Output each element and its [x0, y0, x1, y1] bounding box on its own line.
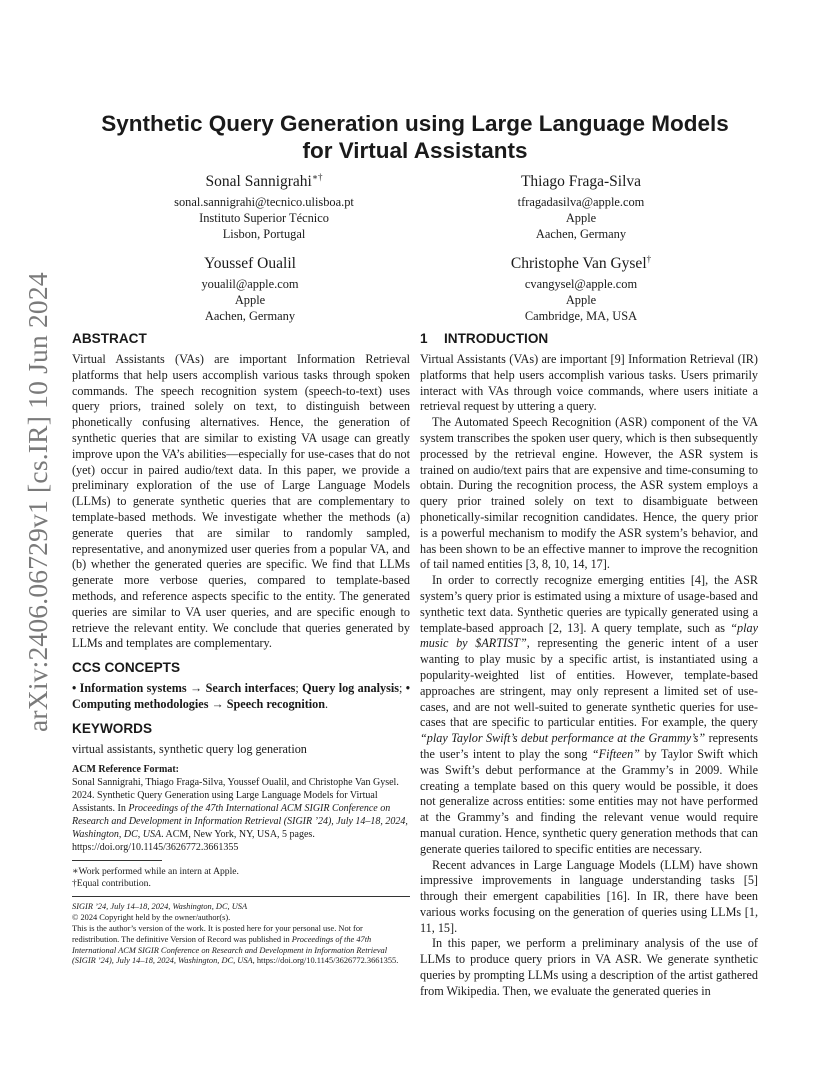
- author-affiliation: Apple: [565, 211, 597, 225]
- author-mark: †: [646, 253, 652, 264]
- intro-paragraph: In this paper, we perform a preliminary analysis of the use of LLMs to produce query priors in VA ASR. We generate synthetic queries by prompting LLMs using a description of the artist gathered from Wikipedia. Then, we evaluate the generated queries in: [420, 936, 758, 998]
- author-email: cvangysel@apple.com: [524, 277, 638, 291]
- author-affiliation: Apple: [234, 293, 266, 307]
- ccs-concepts: • Information systems → Search interfaces; Query log analysis; • Computing methodologies → Speech recognition.: [72, 681, 411, 711]
- conference-line: SIGIR ’24, July 14–18, 2024, Washington, DC, USA: [72, 902, 248, 912]
- author-block: [120, 254, 380, 324]
- footnote-intern: ∗Work performed while an intern at Apple.: [72, 865, 239, 877]
- acm-reference-text: Sonal Sannigrahi, Thiago Fraga-Silva, Youssef Oualil, and Christophe Van Gysel. 2024. Synthetic Query Generation using Large Language Models for Virtual Assistants. In Proceedings of the 47th International ACM SIGIR Conference on Research and Development in Information Retrieval (SIGIR ’24), July 14–18, 2024, Washington, DC, USA. ACM, New York, NY, USA, 5 pages. https://doi.org/10.1145/3626772.3661355: [72, 776, 408, 853]
- copyright-rule: [72, 896, 410, 897]
- author-name: Sonal Sannigrahi: [205, 173, 312, 190]
- author-email: sonal.sannigrahi@tecnico.ulisboa.pt: [174, 195, 354, 209]
- ccs-heading: CCS CONCEPTS: [72, 660, 181, 676]
- author-mark: ∗†: [311, 171, 323, 182]
- author-location: Aachen, Germany: [535, 227, 627, 241]
- arxiv-stamp: arXiv:2406.06729v1 [cs.IR] 10 Jun 2024: [22, 272, 53, 732]
- author-block: [451, 172, 711, 242]
- copyright-line: © 2024 Copyright held by the owner/author(s).: [72, 913, 231, 923]
- author-email: youalil@apple.com: [201, 277, 299, 291]
- footnote-rule: [72, 860, 162, 861]
- left-column: [72, 330, 410, 967]
- author-affiliation: Instituto Superior Técnico: [199, 211, 329, 225]
- author-block: [134, 172, 394, 242]
- acm-reference-heading: ACM Reference Format:: [72, 763, 179, 775]
- author-name: Youssef Oualil: [204, 255, 296, 272]
- intro-paragraph: The Automated Speech Recognition (ASR) component of the VA system transcribes the spoken user query, which is then subsequently processed by the retrieval engine. However, the ASR system is trained on audio/text pairs that are expensive and time-consuming to obtain. During the recognition process, the ASR system employs a query prior trained solely on text to disambiguate between phonetically-similar recognition candidates. Hence, the query prior is a powerful mechanism to modify the ASR system’s behavior, and has been shown to be an effective manner to improve the recognition of tail named entities [3, 8, 10, 14, 17].: [420, 415, 758, 572]
- author-location: Aachen, Germany: [204, 309, 296, 323]
- title-line-2: for Virtual Assistants: [302, 138, 528, 163]
- abstract-text: Virtual Assistants (VAs) are important Information Retrieval platforms that help users accomplish various tasks through spoken commands. The speech recognition system (speech-to-text) uses query priors, trained solely on text, to distinguish between phonetically confusing alternatives. Hence, the generation of synthetic queries that are similar to existing VA usage can greatly improve upon the VA’s abilities—especially for use-cases that do not (yet) occur in paired audio/text data. In this paper, we provide a preliminary exploration of the use of Large Language Models (LLMs) to generate synthetic queries that are complementary to template-based methods. We investigate whether the methods (a) generate queries that are similar to randomly sampled, representative, and anonymized user queries from a popular VA, and (b) whether the generated queries are specific. We find that LLMs generate more verbose queries, compared to template-based methods, and reference aspects specific to the entity. The generated queries are similar to VA user queries, and are specific enough to retrieve the relevant entity. We conclude that queries generated by LLMs and templates are complementary.: [72, 352, 410, 651]
- keywords-text: virtual assistants, synthetic query log generation: [72, 741, 307, 756]
- author-name: Christophe Van Gysel: [510, 255, 647, 272]
- author-block: [451, 254, 711, 324]
- introduction-heading: 1 INTRODUCTION: [420, 331, 549, 346]
- intro-paragraph: Virtual Assistants (VAs) are important [9] Information Retrieval (IR) platforms that help users accomplish various tasks. Users primarily interact with VAs through voice commands, where users initiate a retrieval request by uttering a query.: [420, 352, 758, 414]
- footnote-equal: †Equal contribution.: [72, 877, 151, 889]
- author-affiliation: Apple: [565, 293, 597, 307]
- copyright-notice: This is the author’s version of the work. It is posted here for your personal use. Not for redistribution. The definitive Version of Record was published in Proceedings of the 47th International ACM SIGIR Conference on Research and Development in Information Retrieval (SIGIR ’24), July 14–18, 2024, Washington, DC, USA, https://doi.org/10.1145/3626772.3661355.: [72, 923, 399, 966]
- author-location: Lisbon, Portugal: [222, 227, 306, 241]
- abstract-heading: ABSTRACT: [72, 331, 147, 346]
- right-column: [420, 330, 758, 1000]
- intro-paragraph: In order to correctly recognize emerging entities [4], the ASR system’s query prior is estimated using a mixture of usage-based and synthetic text data. Synthetic queries are typically generated using a template-based approach [2, 13]. A query template, such as “play music by $ARTIST”, representing the generic intent of a user wanting to play music by a specific artist, is instantiated using a popularity-weighted list of entities. However, template-based approaches are stringent, may only represent a limited set of use-cases, and are not well-suited to generate synthetic queries for use-cases that are specific to particular entities. For example, the query “play Taylor Swift’s debut performance at the Grammy’s” represents the user’s intent to play the song “Fifteen” by Taylor Swift which was Swift’s debut performance at the Grammy’s in 2009. While creating a template based on this query would be possible, it does not generalize across entities: some entities may not have performed at the Grammy’s and finding the relevant venue would require manual curation. Hence, synthetic query generation methods that can generate queries tailored to specific entities are necessary.: [420, 573, 759, 856]
- keywords-heading: KEYWORDS: [72, 720, 153, 736]
- copyright-block: [72, 902, 410, 967]
- footnotes: [72, 866, 410, 891]
- title-line-1: Synthetic Query Generation using Large Language Models: [101, 111, 729, 136]
- author-name: Thiago Fraga-Silva: [520, 173, 642, 190]
- author-location: Cambridge, MA, USA: [524, 309, 638, 323]
- intro-paragraph: Recent advances in Large Language Models (LLM) have shown impressive improvements in language understanding tasks [5] through their emergent capabilities [16]. In IR, there have been various works focusing on the generation of queries using LLMs [1, 11, 15].: [420, 857, 758, 935]
- author-email: tfragadasilva@apple.com: [517, 195, 645, 209]
- paper-title: [72, 110, 758, 164]
